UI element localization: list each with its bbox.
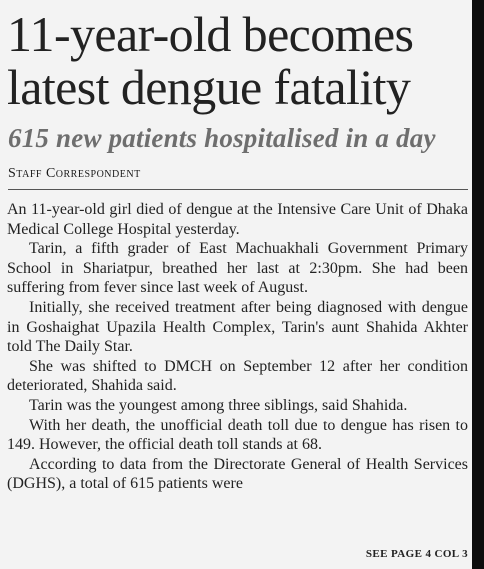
continued-jump-line: SEE PAGE 4 COL 3	[365, 548, 468, 560]
byline: Staff Correspondent	[8, 166, 141, 181]
paragraph: Initially, she received treatment after being diagnosed with dengue in Goshaighat Upazila Health Complex, Tarin's aunt Shahida Akhter told The Daily Star.	[7, 298, 468, 356]
divider-rule	[8, 189, 468, 190]
paragraph: With her death, the unofficial death toll due to dengue has risen to 149. However, the official death toll stands at 68.	[7, 416, 468, 454]
headline-line-1: 11-year-old becomes	[7, 6, 414, 62]
headline	[7, 8, 467, 114]
scan-edge-bar	[472, 0, 484, 569]
article-body	[7, 200, 468, 494]
paragraph: Tarin, a fifth grader of East Machuakhali Government Primary School in Shariatpur, breathed her last at 2:30pm. She had been suffering from fever since last week of August.	[7, 240, 468, 297]
paragraph: According to data from the Directorate General of Health Services (DGHS), a total of 615 patients were	[7, 455, 468, 493]
paragraph: She was shifted to DMCH on September 12 after her condition deteriorated, Shahida said.	[7, 357, 468, 395]
paragraph: An 11-year-old girl died of dengue at the Intensive Care Unit of Dhaka Medical College Hospital yesterday.	[7, 201, 468, 238]
headline-line-2: latest dengue fatality	[7, 59, 411, 115]
subheadline: 615 new patients hospitalised in a day	[8, 123, 436, 153]
paragraph: Tarin was the youngest among three siblings, said Shahida.	[29, 396, 408, 414]
